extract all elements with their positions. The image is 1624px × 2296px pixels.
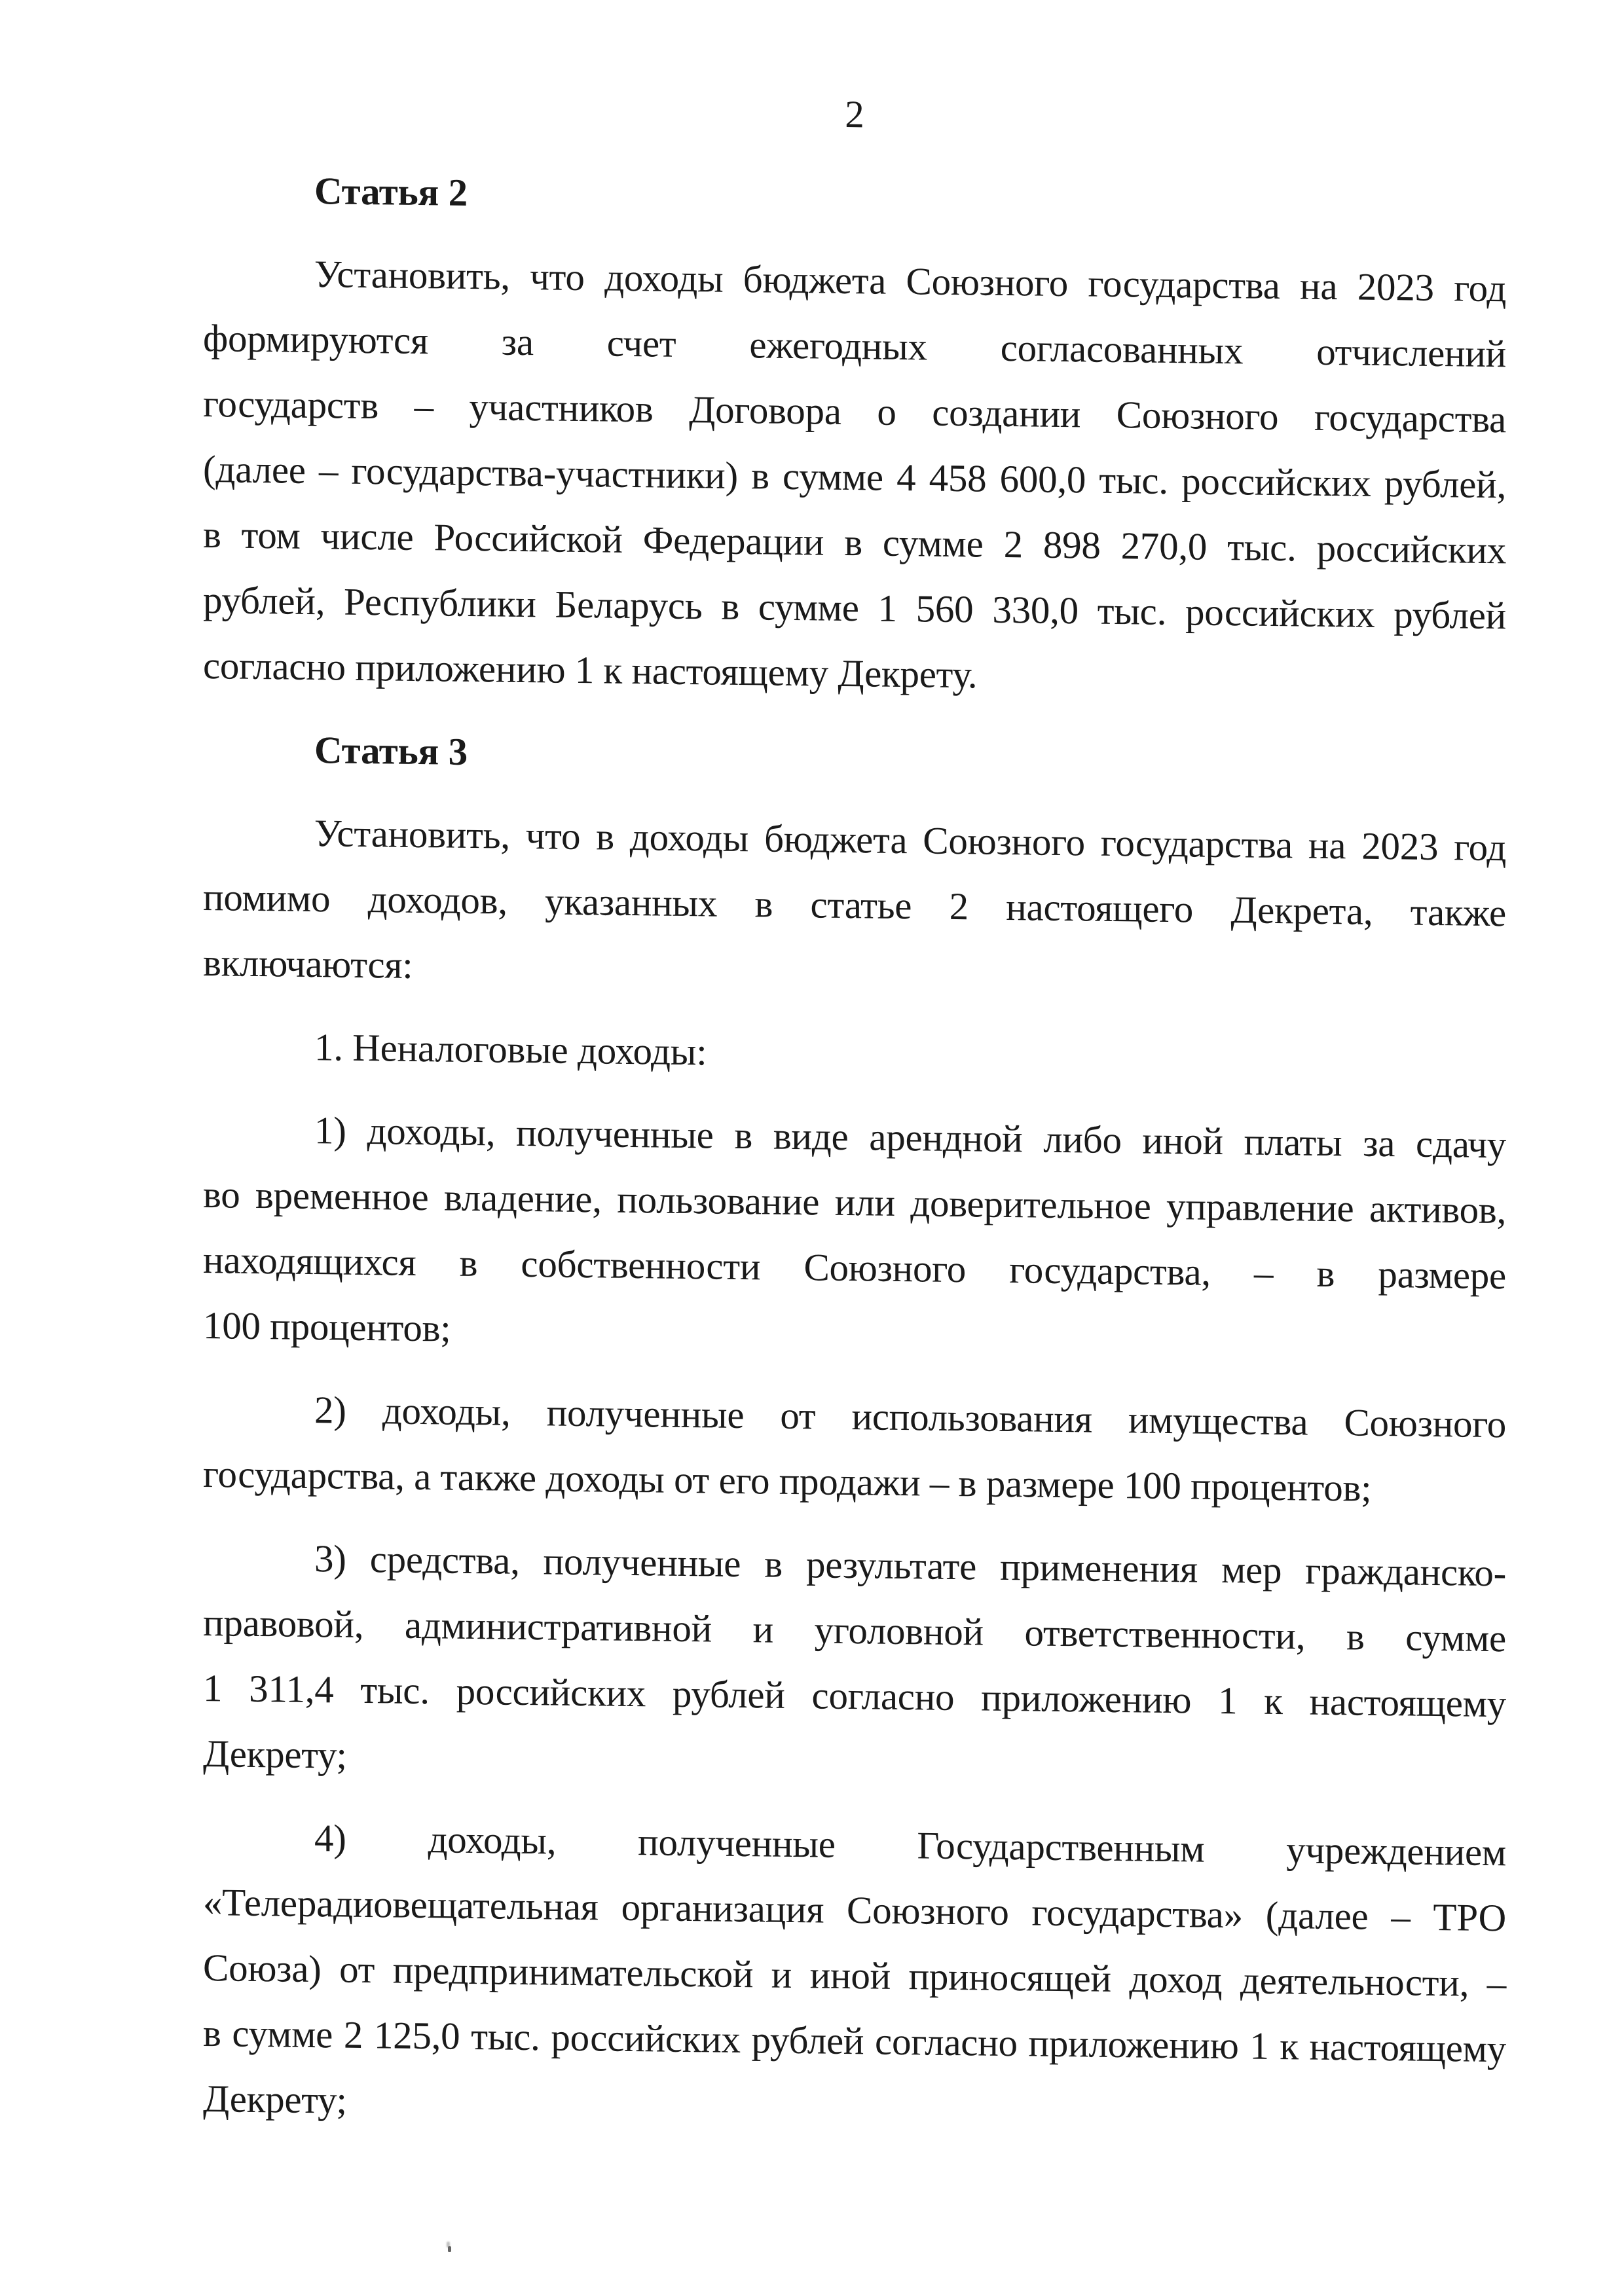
text-line: 3) средства, полученные в результате применения мер гражданско- bbox=[314, 1537, 1506, 1595]
text-line: включаются: bbox=[203, 941, 413, 987]
paragraph bbox=[203, 1096, 1506, 1374]
text-line: помимо доходов, указанных в статье 2 настоящего Декрета, также bbox=[203, 875, 1506, 935]
paragraph bbox=[203, 240, 1506, 714]
text-line: Установить, что доходы бюджета Союзного государства на 2023 год bbox=[314, 252, 1506, 310]
article-heading: Статья 3 bbox=[314, 728, 468, 773]
document-body bbox=[203, 156, 1506, 2147]
text-line: 1 311,4 тыс. российских рублей согласно приложению 1 к настоящему bbox=[203, 1666, 1506, 1726]
text-line: «Телерадиовещательная организация Союзного государства» (далее – ТРО bbox=[203, 1880, 1506, 1940]
page-number: 2 bbox=[845, 92, 864, 136]
text-line: Установить, что в доходы бюджета Союзного государства на 2023 год bbox=[314, 811, 1506, 869]
text-line: в том числе Российской Федерации в сумме 2 898 270,0 тыс. российских bbox=[203, 513, 1506, 572]
text-line: 2) доходы, полученные от использования имущества Союзного bbox=[314, 1388, 1506, 1446]
text-line: рублей, Республики Беларусь в сумме 1 560 330,0 тыс. российских рублей bbox=[203, 578, 1506, 638]
paragraph bbox=[203, 799, 1506, 1011]
paragraph bbox=[203, 1804, 1506, 2147]
paragraph bbox=[203, 1524, 1506, 1802]
text-line: Декрету; bbox=[203, 2077, 347, 2122]
text-line: Декрету; bbox=[203, 1732, 347, 1777]
text-line: 1) доходы, полученные в виде арендной либо иной платы за сдачу bbox=[314, 1108, 1506, 1167]
text-line: в сумме 2 125,0 тыс. российских рублей согласно приложению 1 к настоящему bbox=[203, 2011, 1506, 2071]
text-line: 1. Неналоговые доходы: bbox=[314, 1025, 707, 1074]
scan-artifact-speck bbox=[448, 2246, 451, 2252]
text-line: согласно приложению 1 к настоящему Декрету. bbox=[203, 644, 978, 697]
paragraph bbox=[203, 1376, 1506, 1522]
text-line: Союза) от предпринимательской и иной приносящей доход деятельности, – bbox=[203, 1946, 1506, 2005]
text-line: формируются за счет ежегодных согласованных отчислений bbox=[203, 316, 1506, 376]
paragraph bbox=[203, 1013, 1506, 1094]
text-line: 4) доходы, полученные Государственным учреждением bbox=[314, 1816, 1506, 1874]
article-heading: Статья 2 bbox=[314, 169, 468, 214]
text-line: во временное владение, пользование или доверительное управление активов, bbox=[203, 1173, 1506, 1232]
text-line: государства, а также доходы от его продажи – в размере 100 процентов; bbox=[203, 1452, 1372, 1510]
text-line: (далее – государства-участники) в сумме 4 458 600,0 тыс. российских рублей, bbox=[203, 447, 1506, 507]
text-line: государств – участников Договора о создании Союзного государства bbox=[203, 382, 1506, 441]
text-line: 100 процентов; bbox=[203, 1303, 451, 1350]
text-line: находящихся в собственности Союзного государства, – в размере bbox=[203, 1238, 1506, 1298]
text-line: правовой, административной и уголовной ответственности, в сумме bbox=[203, 1601, 1506, 1660]
